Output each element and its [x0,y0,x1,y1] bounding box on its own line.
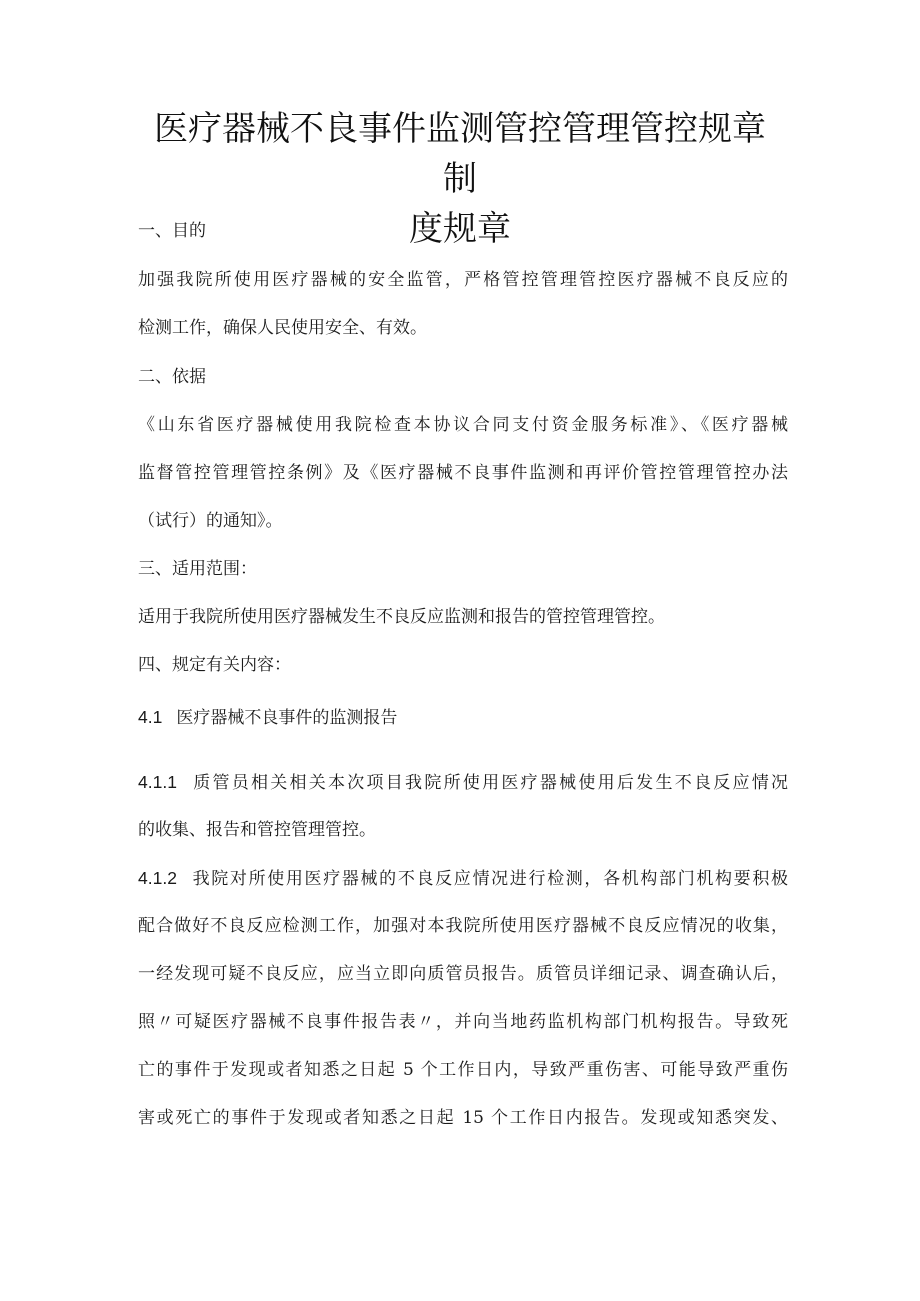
clause-text: 医疗器械不良事件的监测报告 [176,708,398,728]
clause-number: 4.1 [138,707,163,727]
paragraph-line: 的收集、报告和管控管理管控。 [138,820,376,840]
title-line-1: 医疗器械不良事件监测管控管理管控规章制 [154,109,766,199]
paragraph-line: 配合做好不良反应检测工作，加强对本我院所使用医疗器械不良反应情况的收集， [138,916,788,936]
clause-number: 4.1.2 [138,868,177,888]
section-heading-scope: 三、适用范围： [138,559,257,579]
section-heading-basis: 二、依据 [138,367,206,387]
clause-number: 4.1.1 [138,772,177,792]
paragraph-line: （试行）的通知》。 [138,511,283,531]
paragraph-line: 检测工作，确保人民使用安全、有效。 [138,318,427,338]
clause-4-1-1 [138,770,788,795]
paragraph-line: 照〃可疑医疗器械不良事件报告表〃，并向当地药监机构部门机构报告。导致死 [138,1012,788,1032]
paragraph-line: 监督管控管理管控条例》及《医疗器械不良事件监测和再评价管控管理管控办法 [138,463,788,483]
section-heading-purpose: 一、目的 [138,221,206,241]
clause-text: 质管员相关相关本次项目我院所使用医疗器械使用后发生不良反应情况 [190,773,788,793]
paragraph-line: 《山东省医疗器械使用我院检查本协议合同支付资金服务标准》、《医疗器械 [138,415,788,435]
paragraph-line: 加强我院所使用医疗器械的安全监管，严格管控管理管控医疗器械不良反应的 [138,270,788,290]
section-heading-content: 四、规定有关内容： [138,655,291,675]
clause-4-1 [138,705,788,730]
clause-4-1-2 [138,866,788,891]
paragraph-line: 亡的事件于发现或者知悉之日起 5 个工作日内，导致严重伤害、可能导致严重伤 [138,1060,788,1080]
title-line-2: 度规章 [409,209,511,249]
paragraph-line: 一经发现可疑不良反应，应当立即向质管员报告。质管员详细记录、调查确认后， [138,964,788,984]
paragraph-line: 害或死亡的事件于发现或者知悉之日起 15 个工作日内报告。发现或知悉突发、 [138,1108,788,1128]
clause-text: 我院对所使用医疗器械的不良反应情况进行检测，各机构部门机构要积极 [190,869,788,889]
paragraph-line: 适用于我院所使用医疗器械发生不良反应监测和报告的管控管理管控。 [138,607,665,627]
